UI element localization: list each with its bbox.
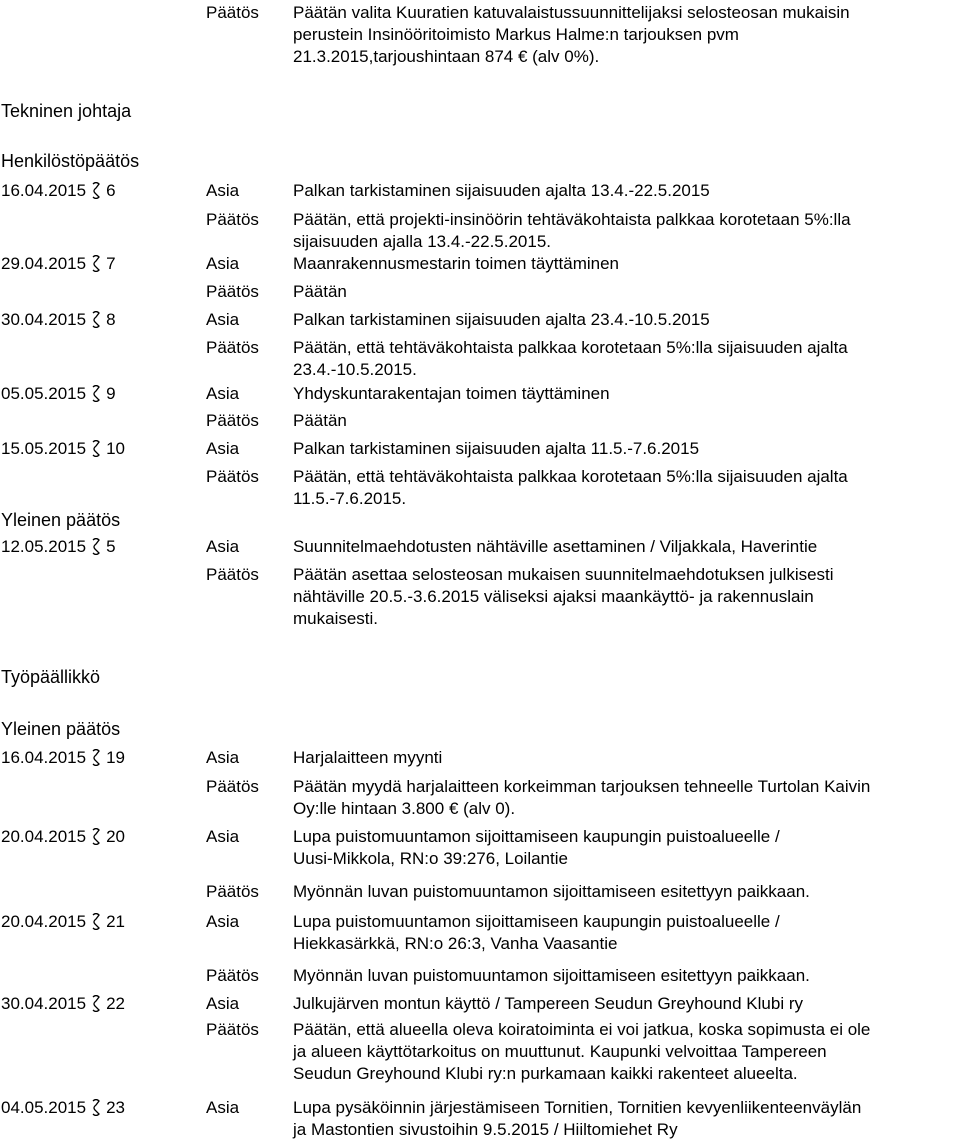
decision-line: Myönnän luvan puistomuuntamon sijoittamiseen esitettyyn paikkaan. [293,966,810,985]
item-date: 30.04.2015 22 [1,994,126,1013]
decision-line: 11.5.-7.6.2015. [293,489,407,508]
item-subject: Lupa pysäköinnin järjestämiseen Tornitien, Tornitien kevyenliikenteenväylän [293,1098,862,1117]
decision-line: 23.4.-10.5.2015. [293,360,417,379]
decision-line: mukaisesti. [293,609,379,628]
paatos-label: Päätös [206,882,259,901]
asia-label: Asia [206,912,240,931]
decision-line: Päätän [293,411,347,430]
item-date: 12.05.2015 5 [1,537,116,556]
asia-label: Asia [206,310,240,329]
paatos-label: Päätös [206,411,259,430]
decision-line: perustein Insinööritoimisto Markus Halme:n tarjouksen pvm [293,25,739,44]
section-heading: Työpäällikkö [1,667,101,687]
subsection-heading: Yleinen päätös [1,510,121,530]
asia-label: Asia [206,827,240,846]
item-date: 20.04.2015 21 [1,912,126,931]
paatos-label: Päätös [206,1020,259,1039]
item-subject: Uusi-Mikkola, RN:o 39:276, Loilantie [293,849,568,868]
section-sign-icon [90,749,102,766]
item-subject: Hiekkasärkkä, RN:o 26:3, Vanha Vaasantie [293,934,618,953]
asia-label: Asia [206,439,240,458]
asia-label: Asia [206,254,240,273]
item-date: 29.04.2015 7 [1,254,116,273]
decision-line: Päätän valita Kuuratien katuvalaistussuunnittelijaksi selosteosan mukaisin [293,3,850,22]
section-sign-icon [90,913,102,930]
section-sign-icon [90,995,102,1012]
section-sign-icon [90,182,102,199]
paatos-label: Päätös [206,338,259,357]
decision-line: sijaisuuden ajalla 13.4.-22.5.2015. [293,232,552,251]
item-subject: Julkujärven montun käyttö / Tampereen Seudun Greyhound Klubi ry [293,994,803,1013]
item-subject: Lupa puistomuuntamon sijoittamiseen kaupungin puistoalueelle / [293,827,780,846]
decision-line: Päätän asettaa selosteosan mukaisen suunnitelmaehdotuksen julkisesti [293,565,834,584]
asia-label: Asia [206,537,240,556]
paatos-label: Päätös [206,467,259,486]
section-sign-icon [90,538,102,555]
decision-line: Seudun Greyhound Klubi ry:n purkamaan kaikki rakenteet alueelta. [293,1064,798,1083]
decision-line: 21.3.2015,tarjoushintaan 874 € (alv 0%). [293,47,600,66]
asia-label: Asia [206,994,240,1013]
item-date: 16.04.2015 19 [1,748,126,767]
paatos-label: Päätös [206,966,259,985]
item-date: 04.05.2015 23 [1,1098,126,1117]
subsection-heading: Henkilöstöpäätös [1,151,140,171]
paatos-label: Päätös [206,282,259,301]
decision-line: Myönnän luvan puistomuuntamon sijoittamiseen esitettyyn paikkaan. [293,882,810,901]
asia-label: Asia [206,1098,240,1117]
section-sign-icon [90,311,102,328]
asia-label: Asia [206,384,240,403]
item-date: 16.04.2015 6 [1,181,116,200]
section-heading: Tekninen johtaja [1,101,132,121]
item-subject: Harjalaitteen myynti [293,748,443,767]
decision-line: Päätän, että alueella oleva koiratoiminta ei voi jatkua, koska sopimusta ei ole [293,1020,871,1039]
item-subject: ja Mastontien sivustoihin 9.5.2015 / Hiiltomiehet Ry [293,1120,678,1139]
item-subject: Maanrakennusmestarin toimen täyttäminen [293,254,619,273]
decision-line: Päätän, että tehtäväkohtaista palkkaa korotetaan 5%:lla sijaisuuden ajalta [293,338,848,357]
decision-line: Oy:lle hintaan 3.800 € (alv 0). [293,799,516,818]
section-sign-icon [90,828,102,845]
asia-label: Asia [206,748,240,767]
decision-line: ja alueen käyttötarkoitus on muuttunut. Kaupunki velvoittaa Tampereen [293,1042,827,1061]
item-subject: Yhdyskuntarakentajan toimen täyttäminen [293,384,610,403]
paatos-label: Päätös [206,565,259,584]
decision-line: Päätän, että projekti-insinöörin tehtäväkohtaista palkkaa korotetaan 5%:lla [293,210,851,229]
item-subject: Suunnitelmaehdotusten nähtäville asettaminen / Viljakkala, Haverintie [293,537,818,556]
item-subject: Palkan tarkistaminen sijaisuuden ajalta 13.4.-22.5.2015 [293,181,710,200]
decision-line: Päätän myydä harjalaitteen korkeimman tarjouksen tehneelle Turtolan Kaivin [293,777,871,796]
item-date: 30.04.2015 8 [1,310,116,329]
decision-line: Päätän, että tehtäväkohtaista palkkaa korotetaan 5%:lla sijaisuuden ajalta [293,467,848,486]
item-date: 20.04.2015 20 [1,827,126,846]
subsection-heading: Yleinen päätös [1,719,121,739]
item-subject: Palkan tarkistaminen sijaisuuden ajalta 11.5.-7.6.2015 [293,439,700,458]
paatos-label: Päätös [206,210,259,229]
section-sign-icon [90,440,102,457]
asia-label: Asia [206,181,240,200]
section-sign-icon [90,255,102,272]
decision-line: Päätän [293,282,347,301]
section-sign-icon [90,385,102,402]
section-sign-icon [90,1099,102,1116]
item-subject: Lupa puistomuuntamon sijoittamiseen kaupungin puistoalueelle / [293,912,780,931]
item-subject: Palkan tarkistaminen sijaisuuden ajalta 23.4.-10.5.2015 [293,310,710,329]
decision-line: nähtäville 20.5.-3.6.2015 väliseksi ajaksi maankäyttö- ja rakennuslain [293,587,814,606]
paatos-label: Päätös [206,777,259,796]
paatos-label: Päätös [206,3,259,22]
item-date: 05.05.2015 9 [1,384,116,403]
item-date: 15.05.2015 10 [1,439,126,458]
